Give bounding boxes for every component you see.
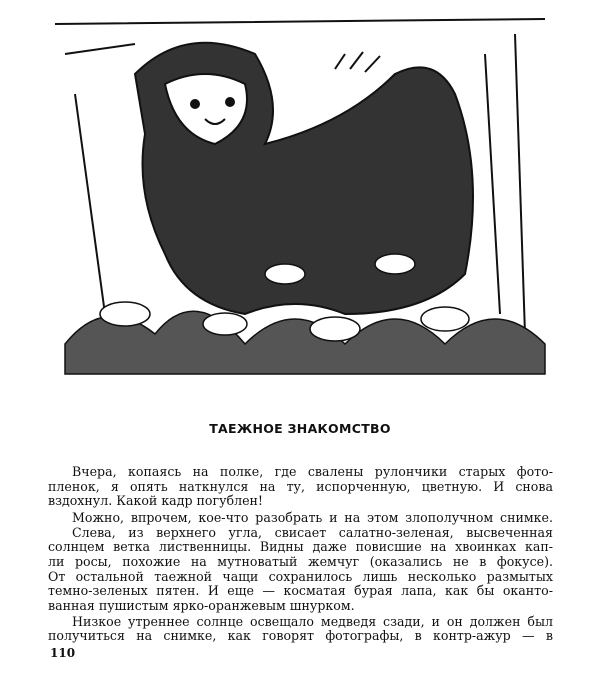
text-line: ванная пушистым ярко-оранжевым шнурком. xyxy=(48,598,355,613)
story-title: ТАЕЖНОЕ ЗНАКОМСТВО xyxy=(209,421,391,436)
text-line: Вчера, копаясь на полке, где свалены рулончики старых фото- xyxy=(72,464,553,479)
bear-illustration xyxy=(45,14,563,382)
text-line: получиться на снимке, как говорят фотографы, в контр-ажур — в xyxy=(48,628,553,643)
text-line: пленок, я опять наткнулся на ту, испорченную, цветную. И снова xyxy=(48,479,553,494)
text-line: темно-зеленых пятен. И еще — косматая бурая лапа, как бы оканто- xyxy=(48,583,553,598)
text-line: ли росы, похожие на мутноватый жемчуг (оказались не в фокусе). xyxy=(48,554,553,569)
text-line: вздохнул. Какой кадр погублен! xyxy=(48,493,263,508)
text-line: Можно, впрочем, кое-что разобрать и на этом злополучном снимке. xyxy=(72,510,553,525)
text-line: Слева, из верхнего угла, свисает салатно-зеленая, высвеченная xyxy=(72,525,553,540)
text-line: Низкое утреннее солнце освещало медведя сзади, и он должен был xyxy=(72,614,553,629)
page-number: 110 xyxy=(50,646,76,660)
text-line: От остальной таежной чащи сохранилось лишь несколько размытых xyxy=(48,569,553,584)
text-line: солнцем ветка лиственницы. Видны даже повисшие на хвоинках кап- xyxy=(48,539,553,554)
